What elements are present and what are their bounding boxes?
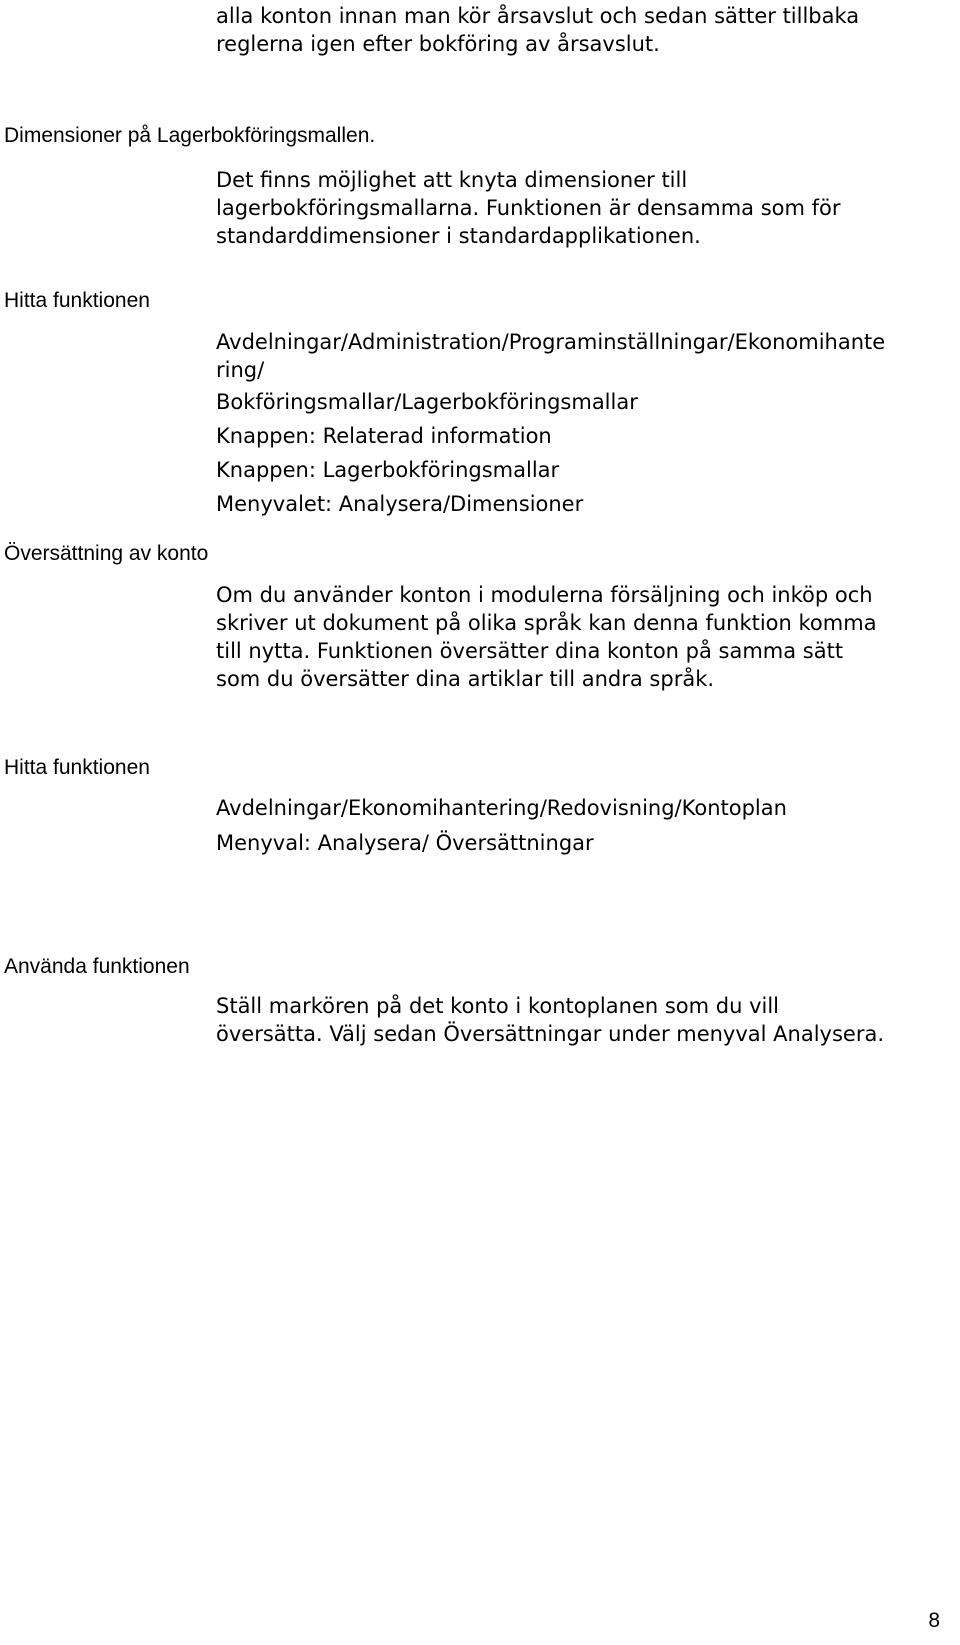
page-number: 8 (928, 1609, 940, 1632)
anvanda-heading: Använda funktionen (4, 955, 190, 978)
dimensioner-line: lagerbokföringsmallarna. Funktionen är densamma som för (216, 196, 841, 220)
oversattning-heading: Översättning av konto (4, 542, 209, 565)
oversattning-line: skriver ut dokument på olika språk kan denna funktion komma (216, 611, 877, 635)
dimensioner-line: Det finns möjlighet att knyta dimensioner till (216, 168, 688, 192)
oversattning-line: som du översätter dina artiklar till andra språk. (216, 667, 715, 691)
dimensioner-line: standarddimensioner i standardapplikationen. (216, 224, 701, 248)
hitta1-path-line: Avdelningar/Administration/Programinställningar/Ekonomihante (216, 330, 886, 354)
hitta1-path-line: ring/ (216, 358, 265, 382)
intro-line: alla konton innan man kör årsavslut och sedan sätter tillbaka (216, 4, 860, 28)
hitta1-path (216, 328, 885, 384)
oversattning-line: Om du använder konton i modulerna försäljning och inköp och (216, 583, 873, 607)
hitta2-item: Menyval: Analysera/ Översättningar (216, 831, 594, 855)
dimensioner-heading: Dimensioner på Lagerbokföringsmallen. (4, 124, 376, 147)
hitta1-item: Bokföringsmallar/Lagerbokföringsmallar (216, 390, 638, 414)
hitta1-item: Menyvalet: Analysera/Dimensioner (216, 492, 584, 516)
anvanda-line: Ställ markören på det konto i kontoplanen som du vill (216, 994, 780, 1018)
hitta-funktionen-heading-2: Hitta funktionen (4, 756, 150, 779)
intro-line: reglerna igen efter bokföring av årsavslut. (216, 32, 660, 56)
hitta1-item: Knappen: Relaterad information (216, 424, 552, 448)
anvanda-line: översätta. Välj sedan Översättningar under menyval Analysera. (216, 1022, 885, 1046)
intro-paragraph (216, 2, 859, 58)
hitta2-item: Avdelningar/Ekonomihantering/Redovisning/Kontoplan (216, 796, 787, 820)
anvanda-paragraph (216, 992, 884, 1048)
hitta1-item: Knappen: Lagerbokföringsmallar (216, 458, 560, 482)
oversattning-line: till nytta. Funktionen översätter dina konton på samma sätt (216, 639, 844, 663)
hitta-funktionen-heading-1: Hitta funktionen (4, 289, 150, 312)
dimensioner-paragraph (216, 166, 841, 250)
oversattning-paragraph (216, 581, 877, 693)
